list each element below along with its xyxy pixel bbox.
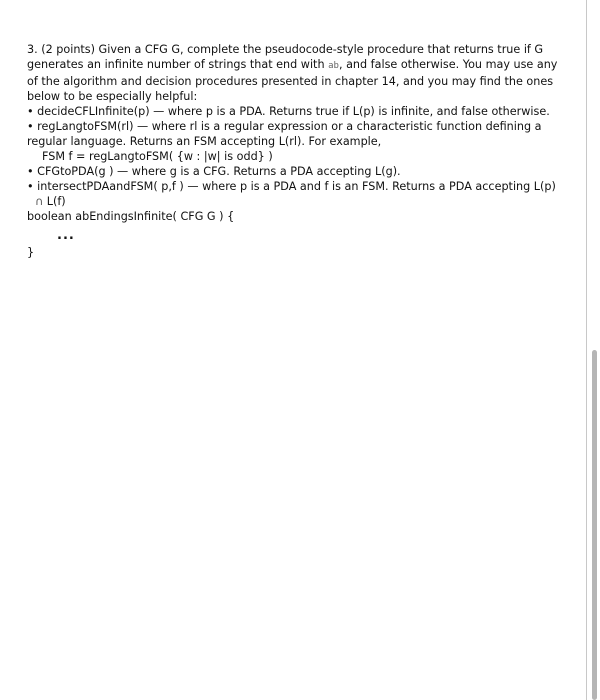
helper-decide-cfl-infinite: • decideCFLInfinite(p) — where p is a PDA. Returns true if L(p) is infinite, and false otherwise. [27,105,550,118]
question-line-2-end: , and false otherwise. You may use any [338,58,558,71]
code-ellipsis: ... [57,228,75,243]
question-line-3: of the algorithm and decision procedures presented in chapter 14, and you may find the ones [27,75,554,88]
intersect-lf: L(f) [43,195,66,208]
question-line-4: below to be especially helpful: [27,90,198,103]
helper-cfg-to-pda: • CFGtoPDA(g ) — where g is a CFG. Returns a PDA accepting L(g). [27,165,401,178]
question-line-2 [27,57,582,74]
helper-reglang-example: FSM f = regLangtoFSM( {w : |w| is odd} ) [42,150,273,163]
helper-reglang-to-fsm-cont: regular language. Returns an FSM accepting L(rl). For example, [27,135,382,148]
helper-reglang-to-fsm: • regLangtoFSM(rl) — where rl is a regular expression or a characteristic function defining a [27,120,542,133]
question-line-1: 3. (2 points) Given a CFG G, complete the pseudocode-style procedure that returns true if G [27,43,544,56]
helper-intersect-pda-fsm: • intersectPDAandFSM( p,f ) — where p is a PDA and f is an FSM. Returns a PDA accepting L(p) [27,180,556,193]
question-line-2-start: generates an infinite number of strings that end with [27,58,329,71]
scrollbar-thumb[interactable] [592,350,597,700]
intersection-symbol: ∩ [35,195,44,208]
helper-intersect-pda-fsm-cont [27,194,582,209]
code-signature: boolean abEndingsInfinite( CFG G ) { [27,210,235,223]
code-ab: ab [328,61,339,71]
question-body [27,42,582,260]
code-closing-brace: } [27,246,35,259]
